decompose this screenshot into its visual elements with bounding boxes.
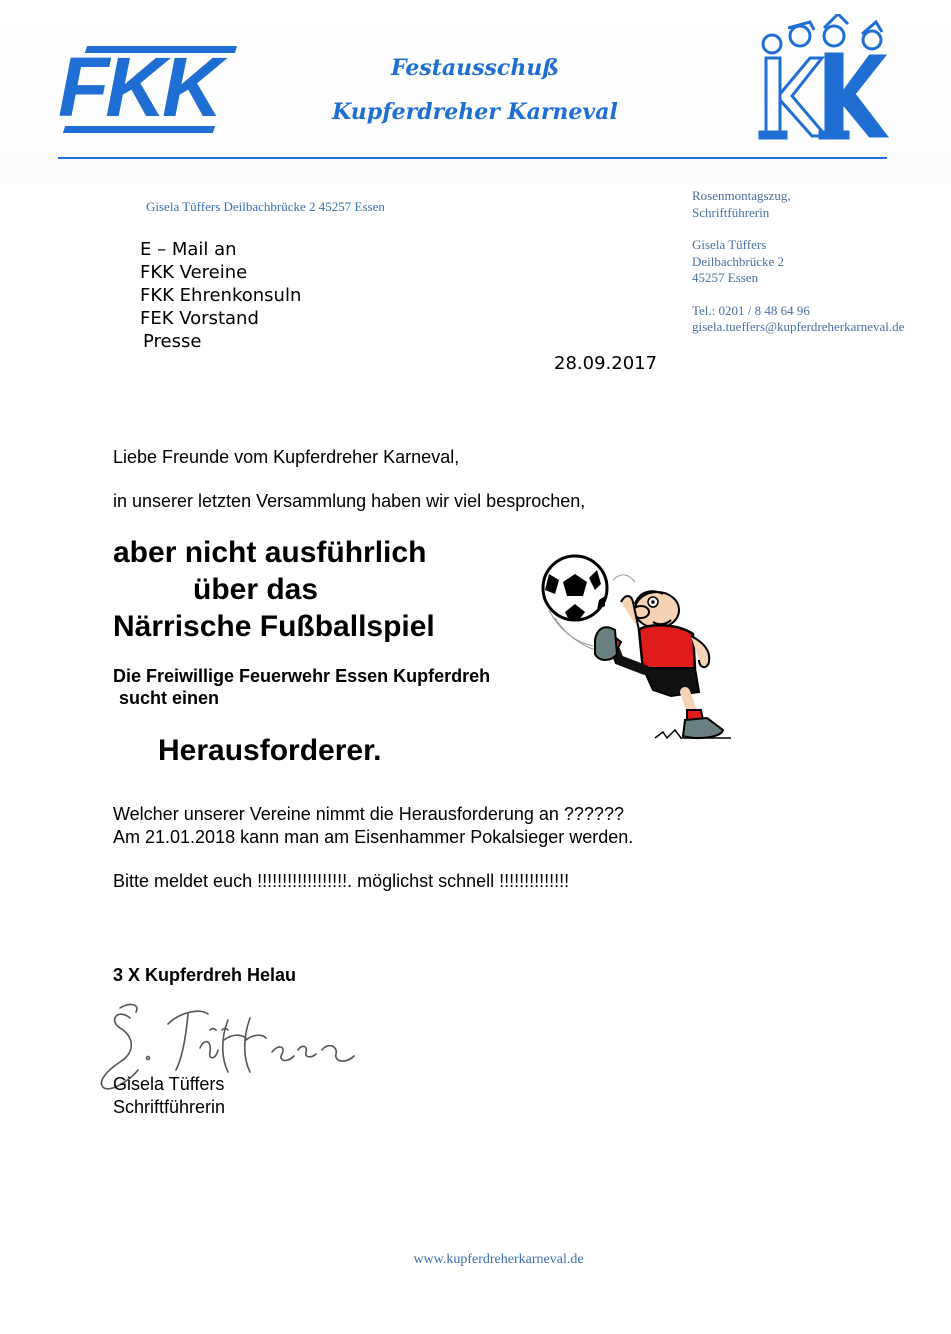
- contact-email[interactable]: gisela.tueffers@kupferdreherkarneval.de: [692, 319, 905, 334]
- org-title-line1: Festausschuß: [390, 55, 560, 81]
- question-text: Welcher unserer Vereine nimmt die Herausforderung an ??????: [113, 804, 624, 824]
- jester-k-logo: [748, 14, 890, 142]
- soccer-ball-icon: [543, 556, 607, 620]
- sub-line1: Die Freiwillige Feuerwehr Essen Kupferdreh: [113, 666, 491, 686]
- contact-street: Deilbachbrücke 2: [692, 253, 785, 269]
- contact-phone: Tel.: 0201 / 8 48 64 96: [692, 302, 810, 318]
- recipient-item: E – Mail an: [140, 239, 237, 260]
- contact-line1: Rosenmontagszug,: [692, 188, 791, 203]
- fkk-logo-text: FKK: [58, 40, 219, 134]
- recipient-item: Presse: [143, 331, 202, 352]
- return-address: Gisela Tüffers Deilbachbrücke 2 45257 Essen: [146, 199, 385, 214]
- org-title: [330, 46, 620, 134]
- intro-text: in unserer letzten Versammlung haben wir viel besprochen,: [113, 491, 586, 511]
- closing-greeting: 3 X Kupferdreh Helau: [113, 965, 297, 985]
- contact-city: 45257 Essen: [692, 270, 759, 285]
- headline-line1: aber nicht ausführlich: [113, 536, 427, 569]
- letter-date: 28.09.2017: [554, 353, 658, 374]
- contact-name: Gisela Tüffers: [692, 237, 767, 252]
- challenger-heading: Herausforderer.: [158, 734, 382, 767]
- sub-line2: sucht einen: [119, 688, 220, 708]
- recipient-item: FKK Vereine: [140, 262, 248, 283]
- headline-line3: Närrische Fußballspiel: [113, 610, 435, 643]
- org-title-line2: Kupferdreher Karneval: [332, 99, 618, 125]
- recipient-list: [140, 238, 301, 353]
- request-text: Bitte meldet euch !!!!!!!!!!!!!!!!!!. möglichst schnell !!!!!!!!!!!!!!: [113, 871, 570, 891]
- recipient-item: FEK Vorstand: [140, 308, 259, 329]
- contact-block: [692, 188, 942, 336]
- soccer-player-illustration: [535, 550, 745, 750]
- signer-role: Schriftführerin: [113, 1097, 226, 1117]
- recipient-item: FKK Ehrenkonsuln: [140, 285, 302, 306]
- fkk-logo: [58, 40, 248, 138]
- contact-line2: Schriftführerin: [692, 204, 770, 220]
- headline-line2: über das: [193, 573, 319, 606]
- event-text: Am 21.01.2018 kann man am Eisenhammer Pokalsieger werden.: [113, 827, 634, 847]
- salutation: Liebe Freunde vom Kupferdreher Karneval,: [113, 447, 460, 467]
- footer-website-link[interactable]: www.kupferdreherkarneval.de: [413, 1252, 584, 1267]
- header-rule: [58, 157, 887, 159]
- signer-name: Gisela Tüffers: [113, 1074, 225, 1094]
